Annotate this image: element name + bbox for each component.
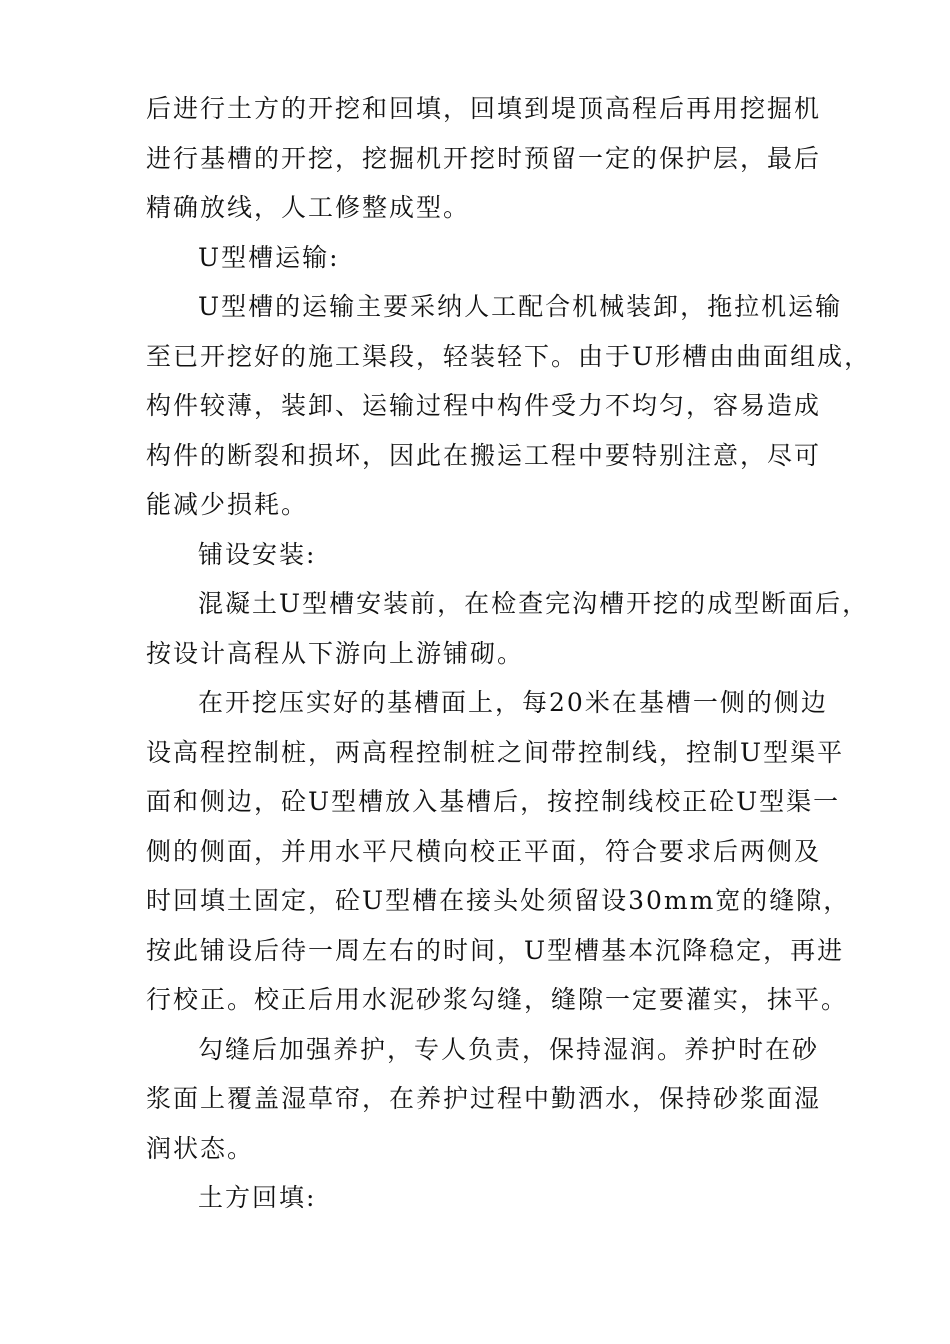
text-line: 构件的断裂和损坏，因此在搬运工程中要特别注意，尽可 (146, 440, 822, 470)
text-line: 勾缝后加强养护，专人负责，保持湿润。养护时在砂 (198, 1034, 820, 1064)
text-line: 构件较薄，装卸、运输过程中构件受力不均匀，容易造成 (146, 391, 822, 420)
text-line: 进行基槽的开挖，挖掘机开挖时预留一定的保护层，最后 (146, 143, 822, 173)
text-line: 浆面上覆盖湿草帘，在养护过程中勤洒水，保持砂浆面湿 (146, 1084, 822, 1113)
text-line: 时回填土固定，砼U型槽在接头处须留设30mm宽的缝隙， (146, 886, 851, 915)
text-line: 面和侧边，砼U型槽放入基槽后，按控制线校正砼U型渠一 (146, 787, 841, 816)
text-line: 侧的侧面，并用水平尺横向校正平面，符合要求后两侧及 (146, 836, 822, 866)
text-line: 能减少损耗。 (146, 490, 309, 519)
text-line: 后进行土方的开挖和回填，回填到堤顶高程后再用挖掘机 (146, 94, 822, 123)
text-line: 混凝土U型槽安装前，在检查完沟槽开挖的成型断面后， (198, 589, 870, 618)
section-heading-earth-backfill: 土方回填: (198, 1183, 317, 1212)
text-line: U型槽的运输主要采纳人工配合机械装卸，拖拉机运输 (198, 292, 843, 321)
text-line: 按设计高程从下游向上游铺砌。 (146, 638, 525, 668)
text-line: 设高程控制桩，两高程控制桩之间带控制线，控制U型渠平 (146, 737, 845, 767)
text-line: 行校正。校正后用水泥砂浆勾缝，缝隙一定要灌实，抹平。 (146, 985, 849, 1014)
section-heading-installation: 铺设安装: (198, 539, 317, 569)
text-line: 按此铺设后待一周左右的时间，U型槽基本沉降稳定，再进 (146, 935, 845, 965)
section-heading-u-channel-transport: U型槽运输: (198, 242, 340, 272)
text-line: 精确放线，人工修整成型。 (146, 193, 471, 222)
body-text (146, 84, 872, 1223)
text-line: 至已开挖好的施工渠段，轻装轻下。由于U形槽由曲面组成， (146, 341, 872, 371)
text-line: 在开挖压实好的基槽面上，每20米在基槽一侧的侧边 (198, 688, 828, 717)
text-line: 润状态。 (146, 1133, 255, 1163)
